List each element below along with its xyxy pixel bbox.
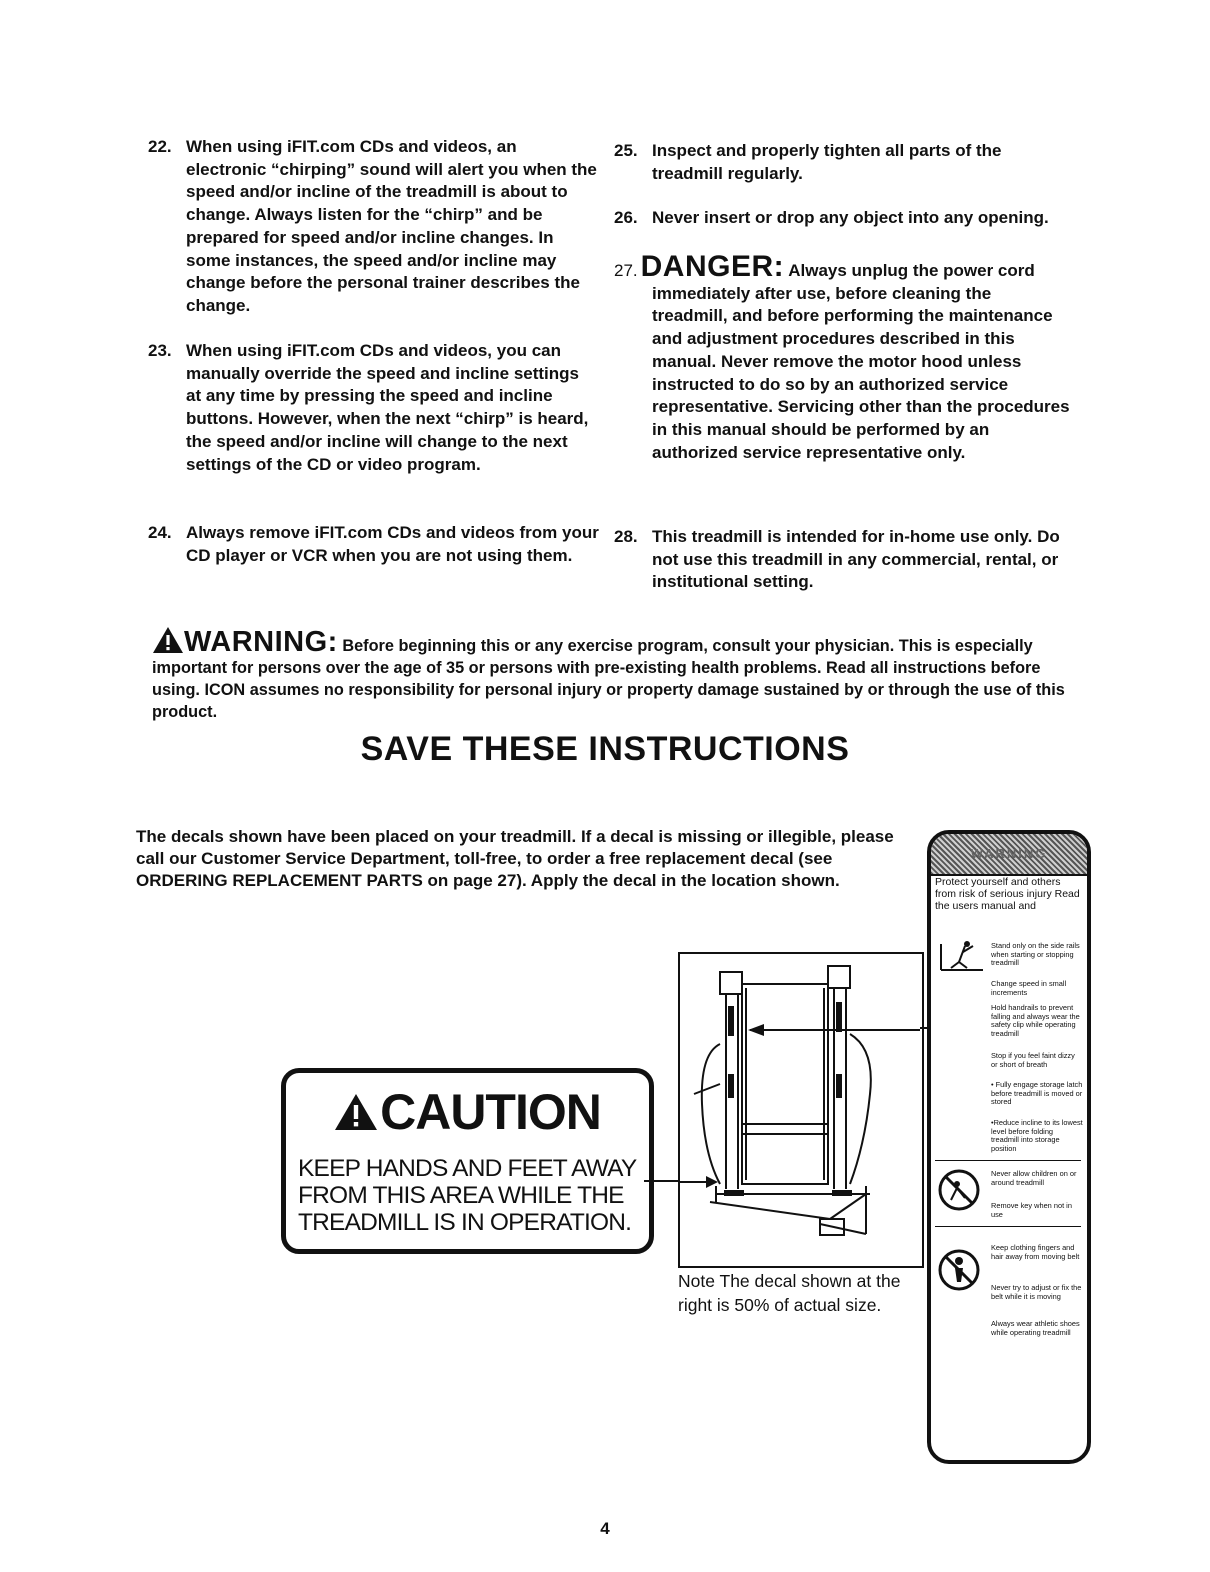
instruction-item-25 (614, 140, 1064, 185)
instruction-item-23 (148, 340, 598, 476)
person-on-side-rails-icon (937, 940, 987, 974)
instruction-item-28 (614, 526, 1070, 594)
caution-line: FROM THIS AREA WHILE THE (298, 1182, 624, 1209)
item-number: 25. (614, 141, 638, 160)
item-number: 23. (148, 341, 172, 360)
warning-decal-line: Always wear athletic shoes while operating treadmill (991, 1319, 1080, 1337)
instruction-item-24 (148, 522, 604, 567)
warning-decal-line: Remove key when not in use (991, 1201, 1072, 1219)
caution-title-text: CAUTION (380, 1084, 601, 1140)
item-number: 22. (148, 137, 172, 156)
warning-decal-header (931, 834, 1087, 876)
treadmill-illustration (678, 952, 924, 1268)
warning-decal-divider (935, 1160, 1081, 1161)
warning-decal-line: Stand only on the side rails when starting or stopping treadmill (991, 941, 1080, 968)
warning-triangle-icon (152, 626, 184, 654)
no-children-icon (937, 1168, 981, 1212)
warning-decal-line: Keep clothing fingers and hair away from moving belt (991, 1243, 1080, 1261)
warning-decal-line: •Reduce incline to its lowest level before folding treadmill into storage position (991, 1118, 1083, 1153)
page-number: 4 (600, 1519, 610, 1538)
instruction-item-26 (614, 207, 1054, 230)
keep-hair-away-icon (937, 1248, 981, 1292)
caution-line: TREADMILL IS IN OPERATION. (298, 1209, 632, 1236)
caution-connector-line (644, 1180, 678, 1182)
warning-decal-divider (935, 1226, 1081, 1227)
instruction-item-27-danger (614, 250, 1070, 464)
warning-decal-line: Never allow children on or around treadmill (991, 1169, 1077, 1187)
warning-text: Before beginning this or any exercise program, consult your physician. This is especially important for persons over the age of 35 or persons with pre-existing health problems. Read all instructions before using. ICON assumes no responsibility for personal injury or property damage sustained by or through the use of this product. (152, 637, 1065, 721)
item-text: This treadmill is intended for in-home use only. Do not use this treadmill in any commercial, rental, or institutional setting. (652, 527, 1060, 592)
item-text: When using iFIT.com CDs and videos, you can manually override the speed and incline settings at any time by pressing the speed and incline buttons. However, when the next “chirp” is heard, the speed and/or incline will change to the next settings of the CD or video program. (186, 341, 589, 474)
item-number: 28. (614, 527, 638, 546)
warning-decal-line: • Fully engage storage latch before treadmill is moved or stored (991, 1080, 1083, 1107)
item-text: When using iFIT.com CDs and videos, an electronic “chirping” sound will alert you when the speed and/or incline of the treadmill is about to change. Always listen for the “chirp” and be prepared for speed and/or incline changes. In some instances, the speed and/or incline may change before the personal trainer describes the change. (186, 137, 597, 315)
item-number: 24. (148, 523, 172, 542)
caution-line: KEEP HANDS AND FEET AWAY (298, 1155, 637, 1182)
warning-paragraph (152, 626, 1072, 723)
warning-label: WARNING: (184, 626, 338, 658)
warning-decal-header-text: WARNING (970, 846, 1048, 861)
item-text: Never insert or drop any object into any opening. (652, 208, 1049, 227)
caution-body (298, 1155, 643, 1236)
warning-decal (927, 830, 1091, 1464)
decal-paragraph: The decals shown have been placed on your treadmill. If a decal is missing or illegible, please call our Customer Service Department, toll-free, to order a free replacement decal (see ORDERING REPLACEMENT PARTS on page 27). Apply the decal in the location shown. (136, 827, 894, 890)
danger-label: DANGER: (640, 250, 785, 283)
item-number: 26. (614, 208, 638, 227)
danger-text: Always unplug the power cord immediately after use, before cleaning the treadmill, and before performing the maintenance and adjustment procedures described in this manual. Never remove the motor hood unless instructed to do so by an authorized service representative. Servicing other than the procedures in this manual should be performed by an authorized service representative only. (652, 261, 1070, 462)
caution-decal (281, 1068, 654, 1254)
caution-heading (286, 1083, 649, 1141)
treadmill-drawing (680, 954, 922, 1266)
warning-decal-intro: Protect yourself and others from risk of serious injury Read the users manual and (935, 876, 1080, 912)
warning-decal-line: Change speed in small increments (991, 979, 1067, 997)
warning-decal-line: Stop if you feel faint dizzy or short of breath (991, 1051, 1075, 1069)
decal-size-note: Note The decal shown at the right is 50% of actual size. (678, 1271, 901, 1315)
item-number: 27. (614, 261, 638, 280)
warning-triangle-icon (334, 1093, 378, 1131)
save-instructions-heading: SAVE THESE INSTRUCTIONS (360, 730, 850, 768)
item-text: Always remove iFIT.com CDs and videos from your CD player or VCR when you are not using them. (186, 523, 599, 565)
item-text: Inspect and properly tighten all parts of the treadmill regularly. (652, 141, 1002, 183)
warning-decal-line: Never try to adjust or fix the belt while it is moving (991, 1283, 1082, 1301)
instruction-item-22 (148, 136, 598, 318)
warning-decal-line: Hold handrails to prevent falling and always wear the safety clip while operating treadmill (991, 1003, 1080, 1038)
